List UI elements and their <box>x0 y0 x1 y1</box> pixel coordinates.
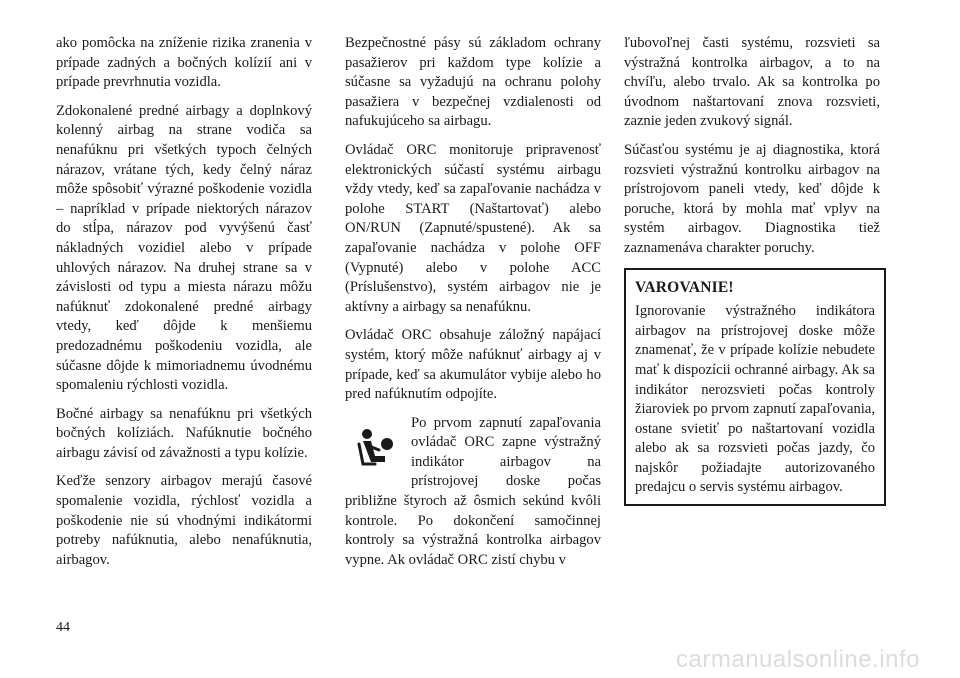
paragraph: Zdokonalené predné airbagy a doplnkový kolenný airbag na strane vodiča sa nenafúknu pri všetkých typoch čelných nárazov, vrátane tých, kedy čelný náraz môže spôsobiť výrazné poškodenie vozidla – napríklad v prípade niektorých nárazov do stĺpa, nárazov pod vyvýšenú časť nákladných vozidiel alebo v prípade uhlových nárazov. Na druhej strane sa v závislosti od typu a miesta nárazu môžu nafúknuť zdokonalené predné airbagy vtedy, keď dôjde k menšiemu predozadnému poškodeniu vozidla, ale súčasne dôjde k mimoriadnemu úvodnému spomaleniu rýchlosti vozidla. <box>56 102 312 394</box>
airbag-indicator-block <box>345 414 601 571</box>
paragraph: Po prvom zapnutí zapaľovania ovládač ORC zapne výstražný indikátor airbagov na prístrojovej doske počas približne štyroch až ôsmich sekúnd kvôli kontrole. Po dokončení samočinnej kontroly sa výstražná kontrolka airbagov vypne. Ak ovládač ORC zistí chybu v <box>345 414 601 568</box>
paragraph: Keďže senzory airbagov merajú časové spomalenie vozidla, rýchlosť vozidla a poškodenie nie sú vhodnými indikátormi potreby nafúknutia, alebo nenafúknutia, airbagov. <box>56 473 312 568</box>
column-middle <box>345 34 601 579</box>
warning-title: VAROVANIE! <box>635 278 734 296</box>
warning-text: Ignorovanie výstražného indikátora airbagov na prístrojovej doske môže znamenať, že v prípade kolízie nebudete mať k dispozícii ochranné airbagy. Ak sa indikátor nerozsvieti počas kontroly žiaroviek po prvom zapnutí zapaľovania, ostane svietiť po naštartovaní vozidla alebo ak sa rozsvieti počas jazdy, čo najskôr požiadajte autorizovaného predajcu o servis systému airbagov. <box>635 303 875 496</box>
column-right <box>624 34 880 506</box>
paragraph: Bočné airbagy sa nenafúknu pri všetkých bočných kolíziách. Nafúknutie bočného airbagu závisí od závažnosti a typu kolízie. <box>56 405 312 461</box>
watermark: carmanualsonline.info <box>676 646 920 673</box>
paragraph: ľubovoľnej časti systému, rozsvieti sa výstražná kontrolka airbagov, a to na chvíľu, alebo trvalo. Ak sa kontrolka po úvodnom naštartovaní znova rozsvieti, zaznie jeden zvukový signál. <box>624 35 880 130</box>
warning-box <box>624 268 886 507</box>
paragraph: Bezpečnostné pásy sú základom ochrany pasažierov pri každom type kolízie a súčasne sa vyžadujú na ochranu polohy pasažiera v bezpečnej vzdialenosti od nafukujúceho sa airbagu. <box>345 35 601 130</box>
paragraph: Ovládač ORC obsahuje záložný napájací systém, ktorý môže nafúknuť airbagy aj v prípade, keď sa akumulátor vybije alebo ho pred nafúknutím odpojíte. <box>345 327 601 403</box>
paragraph: ako pomôcka na zníženie rizika zranenia v prípade zadných a bočných kolízií ani v prípade prevrhnutia vozidla. <box>56 35 312 91</box>
column-left <box>56 34 312 579</box>
paragraph: Súčasťou systému je aj diagnostika, ktorá rozsvieti výstražnú kontrolku airbagov na prístrojovom paneli vtedy, keď dôjde k poruche, ktorá by mohla mať vplyv na systém airbagov. Diagnostika tiež zaznamenáva charakter poruchy. <box>624 141 880 256</box>
page-number: 44 <box>56 620 70 635</box>
airbag-warning-icon <box>345 420 405 478</box>
paragraph: Ovládač ORC monitoruje pripravenosť elektronických súčastí systému airbagu vždy vtedy, keď sa zapaľovanie nachádza v polohe START (Naštartovať) alebo ON/RUN (Zapnuté/spustené). Ak sa zapaľovanie nachádza v polohe OFF (Vypnuté) alebo v polohe ACC (Príslušenstvo), systém airbagov nie je aktívny a airbagy sa nenafúknu. <box>345 141 601 315</box>
